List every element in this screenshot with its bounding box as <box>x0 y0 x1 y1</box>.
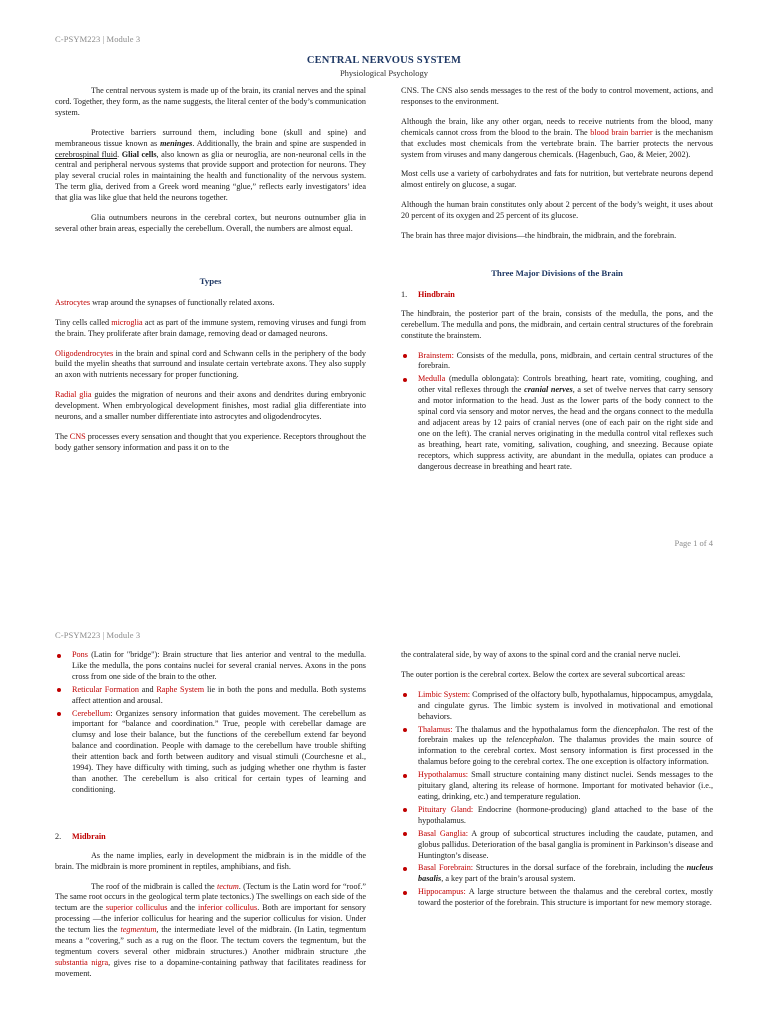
term: CNS <box>69 431 86 441</box>
list-item: Pituitary Gland: Endocrine (hormone-producing) gland attached to the base of the hypothalamus. <box>401 805 713 827</box>
term: tegmentum <box>120 925 157 935</box>
term: microglia <box>111 317 143 327</box>
list-item: Hippocampus: A large structure between the thalamus and the cerebral cortex, mostly toward the posterior of the forebrain. This structure is important for new memory storage. <box>401 887 713 909</box>
term: Astrocytes <box>55 297 91 307</box>
term: meninges <box>160 138 193 148</box>
term: inferior colliculus <box>197 903 258 913</box>
hindbrain-list-continued <box>55 650 366 796</box>
list-item: Hypothalamus: Small structure containing many distinct nuclei. Sends messages to the pituitary gland, altering its release of hormone. Important for motivated behavior (i.e., eating, drinking, etc.) and temperature regulation. <box>401 770 713 803</box>
paragraph: CNS. The CNS also sends messages to the rest of the body to control movement, actions, and responses to the environment. <box>401 86 713 106</box>
term: cerebrospinal fluid <box>55 149 118 159</box>
paragraph: Radial glia guides the migration of neurons and their axons and dendrites during embryonic development. When embryological development finishes, most radial glia differentiate into neurons, and a smaller number differentiate into astrocytes and oligodendrocytes. <box>55 390 366 422</box>
list-item: Basal Forebrain: Structures in the dorsal surface of the forebrain, including the nucleus basalis, a key part of the brain’s arousal system. <box>401 863 713 885</box>
running-header: C-PSYM223 | Module 3 <box>55 34 141 44</box>
running-header: C-PSYM223 | Module 3 <box>55 630 141 640</box>
paragraph: The outer portion is the cerebral cortex. Below the cortex are several subcortical areas: <box>401 669 686 679</box>
term: Radial glia <box>55 390 92 400</box>
term: substantia nigra <box>55 957 109 967</box>
paragraph: Oligodendrocytes in the brain and spinal cord and Schwann cells in the periphery of the body build the myelin sheaths that surround and insulate certain vertebrate axons. They also supply an axon with nutrients necessary for proper functioning. <box>55 348 366 380</box>
page2-right-column <box>401 650 713 918</box>
list-item: Pons (Latin for "bridge"): Brain structure that lies anterior and ventral to the medulla. Like the medulla, the pons contains nuclei for several cranial nerves. Axons in the pons cross from one side of the brain to the other. <box>55 650 366 683</box>
section-heading-divisions: Three Major Divisions of the Brain <box>491 267 623 278</box>
paragraph: Protective barriers surround them, including bone (skull and spine) and membraneous tissue known as meninges. Additionally, the brain and spine are suspended in cerebrospinal fluid. Glial cells, also known as glia or neuroglia, are non-neuronal cells in the central and peripheral nervous systems that provide support and protection for neurons. They play several crucial roles in maintaining the health and functionality of the nervous system. The term glia, derived from a Greek word meaning “glue,” reflects early investigators’ idea that glia was like glue that held the neurons together. <box>55 127 367 203</box>
paragraph: The roof of the midbrain is called the tectum. (Tectum is the Latin word for “roof.” The same root occurs in the geological term plate tectonics.) The swellings on each side of the tectum are the superior colliculus and the inferior colliculus. Both are important for sensory processing —the inferior colliculus for hearing and the superior colliculus for vision. Under the tectum lies the tegmentum, the intermediate level of the midbrain. (In Latin, tegmentum means a “covering,” such as a rug on the floor. The tectum covers the tegmentum, but the tegmentum covers several other midbrain structures.) Another midbrain structure ,the substantia nigra, gives rise to a dopamine-containing pathway that facilitates readiness for movement. <box>55 881 366 978</box>
paragraph: Although the human brain constitutes only about 2 percent of the body’s weight, it uses about 20 percent of its oxygen and 25 percent of its glucose. <box>401 200 713 221</box>
document-page-2 <box>0 610 768 1024</box>
term: Glial cells <box>121 149 157 159</box>
list-item: Reticular Formation and Raphe System lie in both the pons and medulla. Both systems affect attention and arousal. <box>55 685 366 707</box>
paragraph: Glia outnumbers neurons in the cerebral cortex, but neurons outnumber glia in several other brain areas, especially the cerebellum. Overall, the numbers are almost equal. <box>55 213 366 233</box>
document-subtitle: Physiological Psychology <box>339 68 429 78</box>
page-number: Page 1 of 4 <box>674 538 713 548</box>
list-item: Brainstem: Consists of the medulla, pons, midbrain, and certain central structures of the forebrain. <box>401 351 713 373</box>
page-gap <box>0 590 768 610</box>
page1-left-column <box>55 86 366 463</box>
paragraph: The central nervous system is made up of the brain, its cranial nerves and the spinal cord. Together, they form, as the name suggests, the literal center of the body’s communication system. <box>55 86 366 117</box>
term: superior colliculus <box>105 903 168 913</box>
paragraph: The brain has three major divisions—the hindbrain, the midbrain, and the forebrain. <box>401 231 677 241</box>
numbered-heading-midbrain: 2. Midbrain <box>55 831 106 841</box>
section-heading-types: Types <box>199 275 222 286</box>
page2-left-column <box>55 650 366 989</box>
term: tectum <box>216 881 239 891</box>
forebrain-list <box>401 690 713 909</box>
paragraph: the contralateral side, by way of axons to the spinal cord and the cranial nerve nuclei. <box>401 650 681 659</box>
paragraph: Astrocytes wrap around the synapses of functionally related axons. <box>55 297 275 307</box>
hindbrain-list <box>401 351 713 473</box>
list-item: Thalamus: The thalamus and the hypothalamus form the diencephalon. The rest of the forebrain makes up the telencephalon. The thalamus provides the main source of information to the cerebral cortex. Most sensory information is first processed in the thalamus before going to the cerebral cortex. The one exception is olfactory information. <box>401 725 713 769</box>
list-item: Limbic System: Comprised of the olfactory bulb, hypothalamus, hippocampus, amygdala, and cingulate gyrus. The limbic system is involved in motivational and emotional behaviors. <box>401 690 713 723</box>
list-item: Medulla (medulla oblongata): Controls breathing, heart rate, vomiting, coughing, and other vital reflexes through the cranial nerves, a set of twelve nerves that carry sensory and motor information to the head. Just as the lower parts of the body connect to the spinal cord via sensory and motor nerves, the head and the organs connect to the medulla and adjacent areas by 12 pairs of cranial nerves (one of each pair on the right side and one on the left). The cranial nerves originating in the medulla control vital reflexes such as breathing, heart rate, vomiting, salivation, coughing, and sneezing. Because opiate receptors, which suppress activity, are abundant in the medulla, opiates can produce a dangerous decrease in breathing and heart rate. <box>401 374 713 472</box>
paragraph: Although the brain, like any other organ, needs to receive nutrients from the blood, many chemicals cannot cross from the blood to the brain. The blood brain barrier is the mechanism that excludes most chemicals from the vertebrate brain. The barrier protects the nervous system from viruses and many dangerous chemicals. (Hagenbuch, Gao, & Meier, 2002). <box>401 116 713 159</box>
document-title: CENTRAL NERVOUS SYSTEM <box>306 55 462 66</box>
page1-right-column <box>401 86 713 481</box>
list-item: Cerebellum: Organizes sensory information that guides movement. The cerebellum as important for “balance and coordination.” True, people with cerebellar damage are clumsy and lose their balance, but the functions of the cerebellum extend far beyond balance and coordination. People with damage to the cerebellum have trouble shifting their attention back and forth between auditory and visual stimuli (Courchesne et al., 1994). They have difficulty with timing, such as judging whether one rhythm is faster than another. The cerebellum is also critical for certain types of learning and conditioning. <box>55 709 366 796</box>
numbered-heading-hindbrain: 1. Hindbrain <box>401 289 455 299</box>
term: blood brain barrier <box>590 127 653 137</box>
paragraph: Tiny cells called microglia act as part of the immune system, removing viruses and fungi from the brain. They proliferate after brain damage, removing dead or damaged neurons. <box>55 317 366 338</box>
paragraph: The hindbrain, the posterior part of the brain, consists of the medulla, the pons, and the cerebellum. The medulla and pons, the midbrain, and certain central structures of the forebrain constitute the brainstem. <box>401 308 713 340</box>
term: Oligodendrocytes <box>55 348 114 358</box>
paragraph: The CNS processes every sensation and thought that you experience. Receptors throughout the body gather sensory information and pass it on to the <box>55 431 366 452</box>
paragraph: Most cells use a variety of carbohydrates and fats for nutrition, but vertebrate neurons depend almost entirely on glucose, a sugar. <box>401 169 713 190</box>
paragraph: As the name implies, early in development the midbrain is in the middle of the brain. The midbrain is more prominent in reptiles, amphibians, and fish. <box>55 850 366 871</box>
list-item: Basal Ganglia: A group of subcortical structures including the caudate, putamen, and globus pallidus. Deterioration of the basal ganglia is prominent in Parkinson’s disease and Huntington’s disease. <box>401 829 713 862</box>
